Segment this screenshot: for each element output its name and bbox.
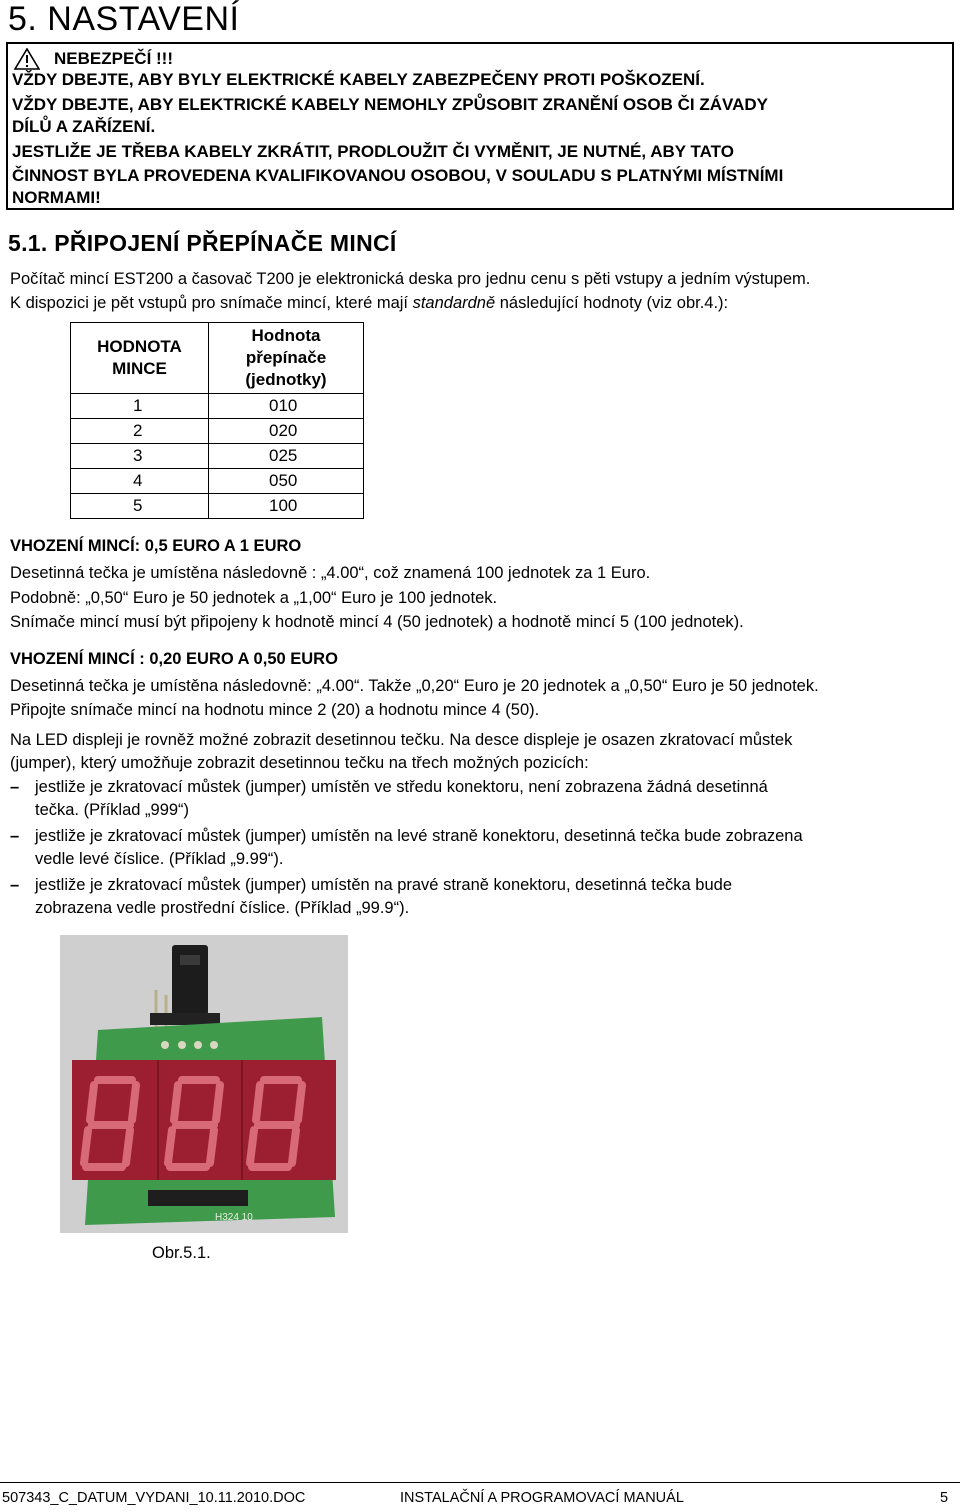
coin-cell: 1 [71,394,209,419]
value-cell: 025 [209,444,364,469]
footer-manual-title: INSTALAČNÍ A PROGRAMOVACÍ MANUÁL [400,1490,684,1506]
warning-heading [14,48,173,70]
led-paragraph-line: Na LED displeji je rovněž možné zobrazit desetinnou tečku. Na desce displeje je osazen zkratovací můstek [10,731,793,749]
intro-paragraph-2: K dispozici je pět vstupů pro snímače mincí, které mají standardně následující hodnoty (viz obr.4.): [10,294,729,312]
value-cell: 100 [209,494,364,519]
dash-bullet: – [10,876,20,894]
page-title: 5. NASTAVENÍ [8,0,240,38]
warning-line: DÍLŮ A ZAŘÍZENÍ. [12,117,156,136]
coin-cell: 3 [71,444,209,469]
euro-section-1-heading: VHOZENÍ MINCÍ: 0,5 EURO A 1 EURO [10,537,302,555]
footer-divider [0,1482,960,1483]
pcb-label: H324 10 [215,1212,253,1223]
value-cell: 010 [209,394,364,419]
coin-cell: 4 [71,469,209,494]
euro-section-1-line: Snímače mincí musí být připojeny k hodnotě mincí 4 (50 jednotek) a hodnotě mincí 5 (100 jednotek). [10,613,744,631]
warning-line: VŽDY DBEJTE, ABY ELEKTRICKÉ KABELY NEMOHLY ZPŮSOBIT ZRANĚNÍ OSOB ČI ZÁVADY [12,95,768,114]
footer-page-number: 5 [940,1490,949,1506]
warning-line: ČINNOST BYLA PROVEDENA KVALIFIKOVANOU OSOBOU, V SOULADU S PLATNÝMI MÍSTNÍMI [12,166,784,185]
pin-header-icon [150,1013,220,1025]
bottom-connector-icon [148,1190,248,1206]
value-cell: 020 [209,419,364,444]
dash-bullet: – [10,778,20,796]
table-row [71,494,364,519]
table-row [71,469,364,494]
column-header-coin: HODNOTA MINCE [71,323,209,394]
warning-heading-text: NEBEZPEČÍ !!! [54,49,173,68]
warning-line: VŽDY DBEJTE, ABY BYLY ELEKTRICKÉ KABELY ZABEZPEČENY PROTI POŠKOZENÍ. [12,70,705,89]
section-title: 5.1. PŘIPOJENÍ PŘEPÍNAČE MINCÍ [8,230,397,256]
figure-caption: Obr.5.1. [152,1244,211,1262]
table-header-row [71,323,364,394]
euro-section-2-line: Připojte snímače mincí na hodnotu mince 2 (20) a hodnotu mince 4 (50). [10,701,540,719]
euro-section-1-line: Podobně: „0,50“ Euro je 50 jednotek a „1,00“ Euro je 100 jednotek. [10,589,498,607]
warning-line: NORMAMI! [12,188,101,207]
euro-section-2-heading: VHOZENÍ MINCÍ : 0,20 EURO A 0,50 EURO [10,650,338,668]
led-paragraph-line: (jumper), který umožňuje zobrazit desetinnou tečku na třech možných pozicích: [10,754,589,772]
intro-paragraph: Počítač mincí EST200 a časovač T200 je elektronická deska pro jednu cenu s pěti vstupy a jedním výstupem. [10,270,811,288]
warning-line: JESTLIŽE JE TŘEBA KABELY ZKRÁTIT, PRODLOUŽIT ČI VYMĚNIT, JE NUTNÉ, ABY TATO [12,142,734,161]
coin-cell: 5 [71,494,209,519]
table-row [71,394,364,419]
column-header-switch-value: Hodnota přepínače (jednotky) [209,323,364,394]
table-row [71,419,364,444]
dash-bullet: – [10,827,20,845]
coin-cell: 2 [71,419,209,444]
euro-section-2-line: Desetinná tečka je umístěna následovně: „4.00“. Takže „0,20“ Euro je 20 jednotek a „0,50“ Euro je 50 jednotek. [10,677,819,695]
euro-section-1-line: Desetinná tečka je umístěna následovně : „4.00“, což znamená 100 jednotek za 1 Euro. [10,564,651,582]
table-row [71,444,364,469]
warning-triangle-icon [14,48,40,70]
warning-box [6,42,954,210]
footer-filename: 507343_C_DATUM_VYDANI_10.11.2010.DOC [2,1490,306,1506]
page-footer [0,1488,960,1510]
display-board-photo [60,935,348,1233]
value-cell: 050 [209,469,364,494]
coin-value-table [70,322,364,519]
